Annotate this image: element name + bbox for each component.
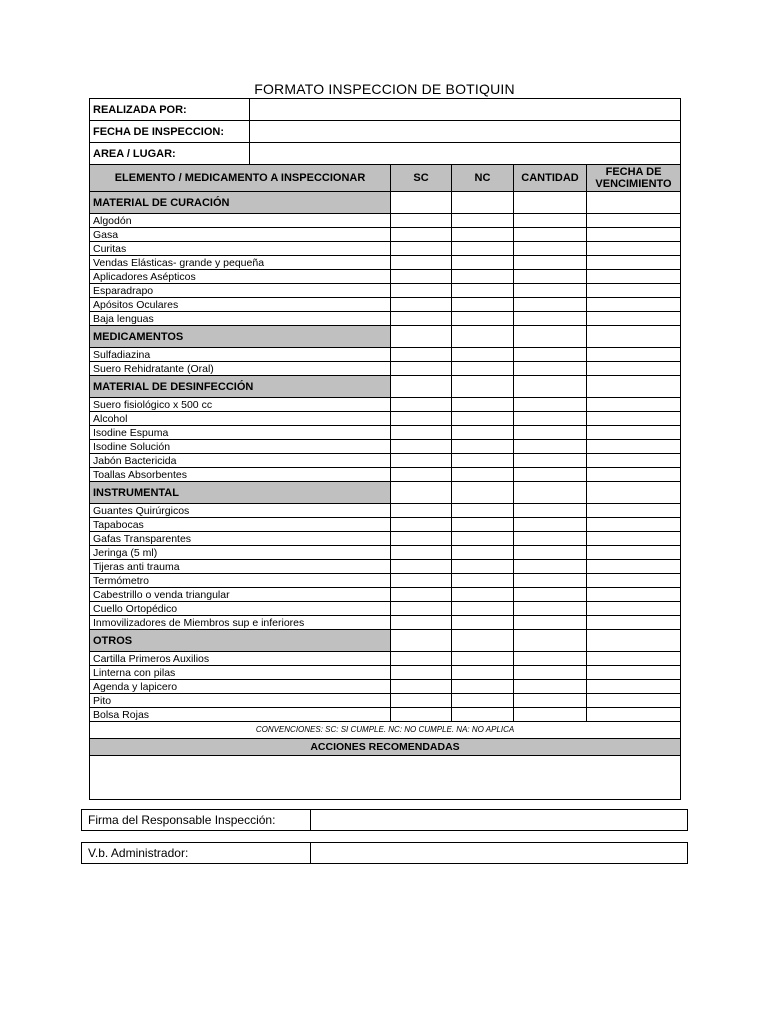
section-title: INSTRUMENTAL — [90, 482, 391, 504]
item-name: Guantes Quirúrgicos — [90, 504, 391, 518]
item-name: Jabón Bactericida — [90, 454, 391, 468]
quantity-cell[interactable] — [514, 574, 587, 588]
item-name: Jeringa (5 ml) — [90, 546, 391, 560]
nc-cell[interactable] — [452, 454, 514, 468]
conventions-note: CONVENCIONES: SC: SI CUMPLE. NC: NO CUMPLE. NA: NO APLICA — [90, 722, 681, 739]
item-name: Sulfadiazina — [90, 348, 391, 362]
actions-header-row — [90, 739, 681, 756]
quantity-cell[interactable] — [514, 532, 587, 546]
quantity-cell[interactable] — [514, 398, 587, 412]
nc-cell[interactable] — [452, 256, 514, 270]
item-name: Suero Rehidratante (Oral) — [90, 362, 391, 376]
sc-cell[interactable] — [391, 666, 452, 680]
expiry-cell[interactable] — [587, 560, 681, 574]
sc-cell[interactable] — [391, 616, 452, 630]
column-quantity: CANTIDAD — [514, 165, 587, 192]
quantity-cell[interactable] — [514, 376, 587, 398]
item-row — [90, 616, 681, 630]
area-field[interactable] — [250, 143, 681, 165]
expiry-cell[interactable] — [587, 312, 681, 326]
sc-cell[interactable] — [391, 574, 452, 588]
expiry-cell[interactable] — [587, 284, 681, 298]
quantity-cell[interactable] — [514, 588, 587, 602]
section-row — [90, 376, 681, 398]
nc-cell[interactable] — [452, 560, 514, 574]
item-name: Bolsa Rojas — [90, 708, 391, 722]
area-label: AREA / LUGAR: — [90, 143, 250, 165]
expiry-cell[interactable] — [587, 630, 681, 652]
quantity-cell[interactable] — [514, 666, 587, 680]
item-row — [90, 588, 681, 602]
nc-cell[interactable] — [452, 694, 514, 708]
item-name: Linterna con pilas — [90, 666, 391, 680]
nc-cell[interactable] — [452, 532, 514, 546]
expiry-cell[interactable] — [587, 348, 681, 362]
quantity-cell[interactable] — [514, 326, 587, 348]
quantity-cell[interactable] — [514, 348, 587, 362]
sc-cell[interactable] — [391, 242, 452, 256]
expiry-cell[interactable] — [587, 326, 681, 348]
item-name: Toallas Absorbentes — [90, 468, 391, 482]
item-name: Aplicadores Asépticos — [90, 270, 391, 284]
item-name: Baja lenguas — [90, 312, 391, 326]
quantity-cell[interactable] — [514, 440, 587, 454]
sc-cell[interactable] — [391, 362, 452, 376]
nc-cell[interactable] — [452, 326, 514, 348]
sc-cell[interactable] — [391, 694, 452, 708]
sc-cell[interactable] — [391, 376, 452, 398]
item-row — [90, 440, 681, 454]
expiry-cell[interactable] — [587, 192, 681, 214]
nc-cell[interactable] — [452, 362, 514, 376]
expiry-cell[interactable] — [587, 694, 681, 708]
nc-cell[interactable] — [452, 192, 514, 214]
quantity-cell[interactable] — [514, 242, 587, 256]
item-row — [90, 298, 681, 312]
expiry-cell[interactable] — [587, 482, 681, 504]
sc-cell[interactable] — [391, 546, 452, 560]
quantity-cell[interactable] — [514, 284, 587, 298]
expiry-cell[interactable] — [587, 426, 681, 440]
section-row — [90, 326, 681, 348]
sc-cell[interactable] — [391, 560, 452, 574]
expiry-cell[interactable] — [587, 454, 681, 468]
section-row — [90, 192, 681, 214]
item-name: Termómetro — [90, 574, 391, 588]
sc-cell[interactable] — [391, 326, 452, 348]
inspection-date-label: FECHA DE INSPECCION: — [90, 121, 250, 143]
sc-cell[interactable] — [391, 284, 452, 298]
expiry-cell[interactable] — [587, 666, 681, 680]
expiry-cell[interactable] — [587, 362, 681, 376]
quantity-cell[interactable] — [514, 630, 587, 652]
nc-cell[interactable] — [452, 298, 514, 312]
item-name: Isodine Solución — [90, 440, 391, 454]
signature-label: Firma del Responsable Inspección: — [82, 810, 311, 831]
sc-cell[interactable] — [391, 454, 452, 468]
expiry-cell[interactable] — [587, 616, 681, 630]
expiry-cell[interactable] — [587, 270, 681, 284]
item-name: Agenda y lapicero — [90, 680, 391, 694]
item-name: Vendas Elásticas- grande y pequeña — [90, 256, 391, 270]
section-row — [90, 482, 681, 504]
quantity-cell[interactable] — [514, 228, 587, 242]
quantity-cell[interactable] — [514, 426, 587, 440]
column-nc: NC — [452, 165, 514, 192]
section-title: MEDICAMENTOS — [90, 326, 391, 348]
quantity-cell[interactable] — [514, 468, 587, 482]
quantity-cell[interactable] — [514, 482, 587, 504]
nc-cell[interactable] — [452, 242, 514, 256]
header-row-area — [90, 143, 681, 165]
item-row — [90, 426, 681, 440]
item-row — [90, 362, 681, 376]
item-row — [90, 518, 681, 532]
quantity-cell[interactable] — [514, 256, 587, 270]
sc-cell[interactable] — [391, 652, 452, 666]
expiry-cell[interactable] — [587, 256, 681, 270]
quantity-cell[interactable] — [514, 602, 587, 616]
item-name: Cabestrillo o venda triangular — [90, 588, 391, 602]
item-row — [90, 574, 681, 588]
nc-cell[interactable] — [452, 630, 514, 652]
vb-table — [81, 842, 688, 864]
nc-cell[interactable] — [452, 574, 514, 588]
item-row — [90, 546, 681, 560]
item-row — [90, 454, 681, 468]
nc-cell[interactable] — [452, 412, 514, 426]
nc-cell[interactable] — [452, 440, 514, 454]
quantity-cell[interactable] — [514, 518, 587, 532]
nc-cell[interactable] — [452, 602, 514, 616]
expiry-cell[interactable] — [587, 376, 681, 398]
sc-cell[interactable] — [391, 270, 452, 284]
nc-cell[interactable] — [452, 680, 514, 694]
nc-cell[interactable] — [452, 504, 514, 518]
nc-cell[interactable] — [452, 482, 514, 504]
expiry-cell[interactable] — [587, 412, 681, 426]
nc-cell[interactable] — [452, 426, 514, 440]
sc-cell[interactable] — [391, 426, 452, 440]
sc-cell[interactable] — [391, 298, 452, 312]
expiry-cell[interactable] — [587, 602, 681, 616]
sc-cell[interactable] — [391, 256, 452, 270]
nc-cell[interactable] — [452, 376, 514, 398]
quantity-cell[interactable] — [514, 192, 587, 214]
item-name: Inmovilizadores de Miembros sup e inferiores — [90, 616, 391, 630]
nc-cell[interactable] — [452, 666, 514, 680]
item-name: Curitas — [90, 242, 391, 256]
quantity-cell[interactable] — [514, 546, 587, 560]
inspection-date-field[interactable] — [250, 121, 681, 143]
signature-table — [81, 809, 688, 831]
actions-title: ACCIONES RECOMENDADAS — [90, 739, 681, 756]
item-name: Isodine Espuma — [90, 426, 391, 440]
expiry-cell[interactable] — [587, 468, 681, 482]
sc-cell[interactable] — [391, 348, 452, 362]
item-row — [90, 256, 681, 270]
nc-cell[interactable] — [452, 518, 514, 532]
quantity-cell[interactable] — [514, 454, 587, 468]
nc-cell[interactable] — [452, 616, 514, 630]
item-row — [90, 242, 681, 256]
expiry-cell[interactable] — [587, 214, 681, 228]
nc-cell[interactable] — [452, 348, 514, 362]
section-title: MATERIAL DE DESINFECCIÓN — [90, 376, 391, 398]
section-title: OTROS — [90, 630, 391, 652]
signature-field[interactable] — [311, 810, 688, 831]
item-row — [90, 284, 681, 298]
nc-cell[interactable] — [452, 284, 514, 298]
column-header-row — [90, 165, 681, 192]
quantity-cell[interactable] — [514, 694, 587, 708]
item-name: Apósitos Oculares — [90, 298, 391, 312]
sc-cell[interactable] — [391, 504, 452, 518]
item-row — [90, 270, 681, 284]
item-name: Alcohol — [90, 412, 391, 426]
column-element: ELEMENTO / MEDICAMENTO A INSPECCIONAR — [90, 165, 391, 192]
quantity-cell[interactable] — [514, 708, 587, 722]
nc-cell[interactable] — [452, 468, 514, 482]
expiry-cell[interactable] — [587, 574, 681, 588]
header-row-inspection-date — [90, 121, 681, 143]
sc-cell[interactable] — [391, 440, 452, 454]
vb-field[interactable] — [311, 843, 688, 864]
sc-cell[interactable] — [391, 482, 452, 504]
expiry-cell[interactable] — [587, 518, 681, 532]
item-name: Gafas Transparentes — [90, 532, 391, 546]
item-row — [90, 348, 681, 362]
quantity-cell[interactable] — [514, 616, 587, 630]
item-row — [90, 666, 681, 680]
quantity-cell[interactable] — [514, 270, 587, 284]
item-row — [90, 708, 681, 722]
item-name: Cartilla Primeros Auxilios — [90, 652, 391, 666]
sc-cell[interactable] — [391, 630, 452, 652]
sc-cell[interactable] — [391, 312, 452, 326]
item-name: Esparadrapo — [90, 284, 391, 298]
item-row — [90, 680, 681, 694]
nc-cell[interactable] — [452, 546, 514, 560]
expiry-cell[interactable] — [587, 440, 681, 454]
expiry-cell[interactable] — [587, 242, 681, 256]
expiry-cell[interactable] — [587, 228, 681, 242]
sc-cell[interactable] — [391, 468, 452, 482]
quantity-cell[interactable] — [514, 298, 587, 312]
sc-cell[interactable] — [391, 412, 452, 426]
sc-cell[interactable] — [391, 192, 452, 214]
nc-cell[interactable] — [452, 708, 514, 722]
performed-by-label: REALIZADA POR: — [90, 99, 250, 121]
expiry-cell[interactable] — [587, 680, 681, 694]
nc-cell[interactable] — [452, 228, 514, 242]
conventions-row — [90, 722, 681, 739]
vb-label: V.b. Administrador: — [82, 843, 311, 864]
quantity-cell[interactable] — [514, 504, 587, 518]
quantity-cell[interactable] — [514, 680, 587, 694]
item-name: Algodón — [90, 214, 391, 228]
item-row — [90, 214, 681, 228]
item-row — [90, 412, 681, 426]
nc-cell[interactable] — [452, 398, 514, 412]
quantity-cell[interactable] — [514, 362, 587, 376]
expiry-cell[interactable] — [587, 546, 681, 560]
quantity-cell[interactable] — [514, 214, 587, 228]
expiry-cell[interactable] — [587, 652, 681, 666]
nc-cell[interactable] — [452, 588, 514, 602]
item-row — [90, 468, 681, 482]
expiry-cell[interactable] — [587, 298, 681, 312]
nc-cell[interactable] — [452, 652, 514, 666]
nc-cell[interactable] — [452, 214, 514, 228]
sc-cell[interactable] — [391, 532, 452, 546]
quantity-cell[interactable] — [514, 412, 587, 426]
actions-field[interactable] — [90, 756, 681, 800]
expiry-cell[interactable] — [587, 504, 681, 518]
item-row — [90, 532, 681, 546]
expiry-cell[interactable] — [587, 532, 681, 546]
form-title: FORMATO INSPECCION DE BOTIQUIN — [254, 81, 515, 97]
item-name: Tijeras anti trauma — [90, 560, 391, 574]
item-name: Tapabocas — [90, 518, 391, 532]
header-row-performed-by — [90, 99, 681, 121]
item-name: Suero fisiológico x 500 cc — [90, 398, 391, 412]
sc-cell[interactable] — [391, 518, 452, 532]
sc-cell[interactable] — [391, 398, 452, 412]
item-name: Cuello Ortopédico — [90, 602, 391, 616]
sc-cell[interactable] — [391, 708, 452, 722]
item-row — [90, 694, 681, 708]
item-name: Pito — [90, 694, 391, 708]
inspection-table — [89, 98, 681, 800]
item-row — [90, 560, 681, 574]
nc-cell[interactable] — [452, 312, 514, 326]
expiry-cell[interactable] — [587, 588, 681, 602]
item-row — [90, 228, 681, 242]
item-row — [90, 312, 681, 326]
section-row — [90, 630, 681, 652]
sc-cell[interactable] — [391, 588, 452, 602]
quantity-cell[interactable] — [514, 652, 587, 666]
sc-cell[interactable] — [391, 214, 452, 228]
quantity-cell[interactable] — [514, 312, 587, 326]
column-sc: SC — [391, 165, 452, 192]
quantity-cell[interactable] — [514, 560, 587, 574]
nc-cell[interactable] — [452, 270, 514, 284]
column-expiry: FECHA DE VENCIMIENTO — [587, 165, 681, 192]
sc-cell[interactable] — [391, 228, 452, 242]
expiry-cell[interactable] — [587, 398, 681, 412]
sc-cell[interactable] — [391, 602, 452, 616]
section-title: MATERIAL DE CURACIÓN — [90, 192, 391, 214]
item-row — [90, 398, 681, 412]
expiry-cell[interactable] — [587, 708, 681, 722]
sc-cell[interactable] — [391, 680, 452, 694]
performed-by-field[interactable] — [250, 99, 681, 121]
item-name: Gasa — [90, 228, 391, 242]
item-row — [90, 504, 681, 518]
actions-body-row — [90, 756, 681, 800]
item-row — [90, 602, 681, 616]
item-row — [90, 652, 681, 666]
